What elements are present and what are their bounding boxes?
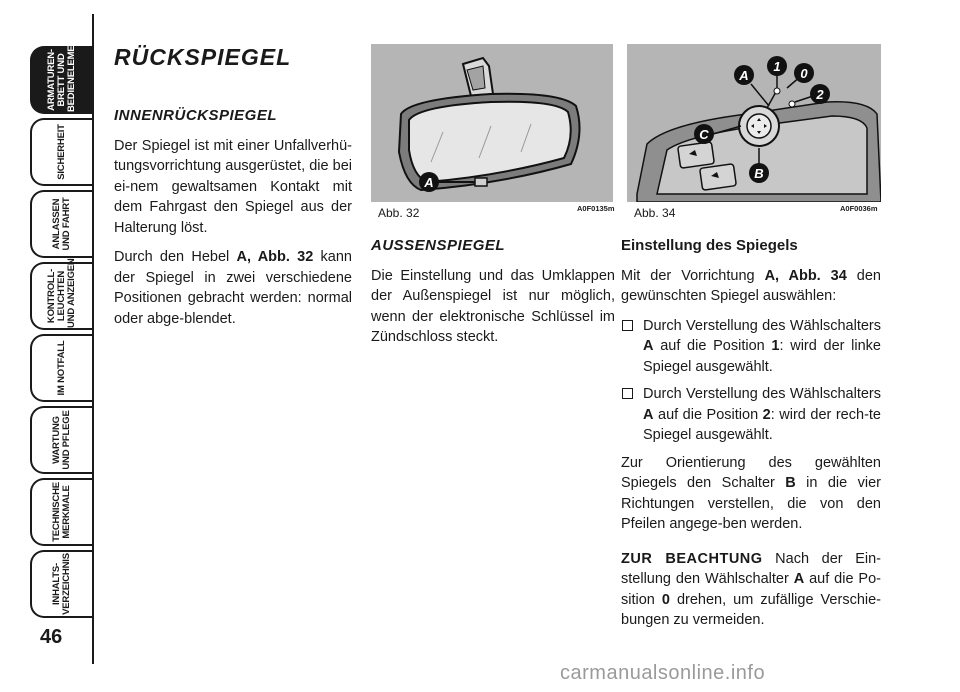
paragraph-unfallverhuetung: Der Spiegel ist mit einer Unfallverhü-tungsvorrichtung ausgerüstet, die bei ei-nem gewaltsamen Kontakt mit dem Fahrgast den Spiegel aus der Halterung löst. bbox=[114, 137, 352, 236]
page-number: 46 bbox=[40, 626, 63, 648]
tab-kontrollleuchten[interactable] bbox=[30, 258, 92, 330]
tab-armaturenbrett[interactable] bbox=[30, 27, 92, 114]
text: Mit der Vorrichtung bbox=[621, 267, 765, 284]
column-aussenspiegel bbox=[371, 236, 615, 357]
tab-label: IM NOTFALL bbox=[56, 340, 67, 396]
text: Zur Orientierung des gewählten Spiegels den Schalter bbox=[621, 454, 881, 491]
column-innenrueckspiegel bbox=[114, 106, 352, 338]
callout-label-b: B bbox=[754, 166, 764, 181]
figure-abb-32 bbox=[371, 44, 613, 202]
paragraph-hebel bbox=[114, 247, 352, 329]
text: : wird der linke Spiegel ausgewählt. bbox=[643, 338, 881, 375]
mirror-switch-illustration bbox=[627, 44, 881, 202]
text: 0 bbox=[661, 591, 670, 608]
text: Durch Verstellung des Wählschalters bbox=[643, 317, 881, 334]
text: auf die Position bbox=[653, 406, 763, 423]
tab-inhaltsverzeichnis[interactable] bbox=[30, 550, 92, 618]
text: den gewünschten Spiegel auswählen: bbox=[621, 267, 881, 304]
text: auf die Position bbox=[653, 338, 772, 354]
tab-label: INHALTS- VERZEICHNIS bbox=[51, 553, 73, 615]
callout-label-a: A bbox=[739, 68, 749, 83]
heading-innenrueckspiegel: INNENRÜCKSPIEGEL bbox=[114, 107, 278, 124]
text: A bbox=[643, 406, 654, 423]
figure-32-caption: Abb. 32 bbox=[378, 206, 420, 220]
text: kann der Spiegel in zwei verschiedene Positionen gebracht werden: normal oder abge-blendet. bbox=[114, 249, 352, 327]
watermark: carmanualsonline.info bbox=[560, 662, 766, 684]
sidebar-divider-line bbox=[92, 14, 94, 664]
tab-technische-merkmale[interactable] bbox=[30, 478, 92, 546]
bullet-position-2 bbox=[621, 384, 881, 446]
text: Nach der Ein-stellung den Wählschalter bbox=[621, 550, 881, 587]
figure-34-caption: Abb. 34 bbox=[634, 206, 676, 220]
note-zur-beachtung bbox=[621, 549, 881, 631]
tab-label: ARMATUREN- BRETT UND BEDIENELEMENTE bbox=[46, 27, 77, 112]
column-einstellung bbox=[621, 236, 881, 640]
figure-reference: A, Abb. 32 bbox=[236, 249, 314, 265]
paragraph-umklappen: Die Einstellung und das Umklappen der Außenspiegel ist nur möglich, wenn der elektronische Schlüssel im Zündschloss steckt. bbox=[371, 267, 615, 345]
checkbox-bullet-icon bbox=[622, 388, 633, 399]
tab-anlassen[interactable] bbox=[30, 190, 92, 258]
text: : wird der rech-te Spiegel ausgewählt. bbox=[643, 406, 881, 443]
text: Durch Verstellung des Wählschalters bbox=[643, 386, 881, 402]
text: in die vier Richtungen verstellen, die von den Pfeilen angege-ben werden. bbox=[621, 475, 881, 532]
callout-label-1: 1 bbox=[773, 59, 781, 74]
heading-einstellung: Einstellung des Spiegels bbox=[621, 237, 798, 254]
tab-label: SICHERHEIT bbox=[56, 124, 67, 180]
tab-label: TECHNISCHE MERKMALE bbox=[51, 482, 72, 542]
callout-label-2: 2 bbox=[816, 87, 824, 102]
text: A bbox=[793, 571, 805, 587]
note-label: ZUR BEACHTUNG bbox=[621, 550, 763, 567]
bullet-position-1 bbox=[621, 316, 881, 378]
callout-label-c: C bbox=[699, 127, 709, 142]
tab-sicherheit[interactable] bbox=[30, 118, 92, 186]
checkbox-bullet-icon bbox=[622, 320, 633, 331]
paragraph-orientierung bbox=[621, 453, 881, 535]
callout-label-0: 0 bbox=[800, 66, 808, 81]
section-title: RÜCKSPIEGEL bbox=[114, 44, 292, 70]
text: drehen, um zufällige Verschie-bungen zu vermeiden. bbox=[621, 591, 881, 628]
heading-aussenspiegel: AUSSENSPIEGEL bbox=[371, 237, 506, 254]
figure-abb-34 bbox=[627, 44, 881, 202]
callout-label-a: A bbox=[424, 175, 434, 190]
tab-im-notfall[interactable] bbox=[30, 334, 92, 402]
paragraph-vorrichtung bbox=[621, 266, 881, 307]
tab-label: WARTUNG UND PFLEGE bbox=[51, 410, 72, 470]
text: B bbox=[785, 475, 796, 491]
text: Durch den Hebel bbox=[114, 249, 237, 265]
tab-label: KONTROLL- LEUCHTEN UND ANZEIGEN bbox=[46, 258, 77, 328]
figure-reference: A, Abb. 34 bbox=[764, 267, 847, 284]
figure-32-code: A0F0135m bbox=[577, 204, 615, 213]
text: A bbox=[643, 338, 654, 354]
tab-label: ANLASSEN UND FAHRT bbox=[51, 197, 72, 251]
text: 2 bbox=[762, 406, 771, 423]
rear-mirror-illustration bbox=[371, 44, 613, 202]
figure-34-code: A0F0036m bbox=[840, 204, 878, 213]
text: 1 bbox=[771, 338, 780, 354]
tab-wartung[interactable] bbox=[30, 406, 92, 474]
text: auf die Po-sition bbox=[621, 571, 881, 608]
